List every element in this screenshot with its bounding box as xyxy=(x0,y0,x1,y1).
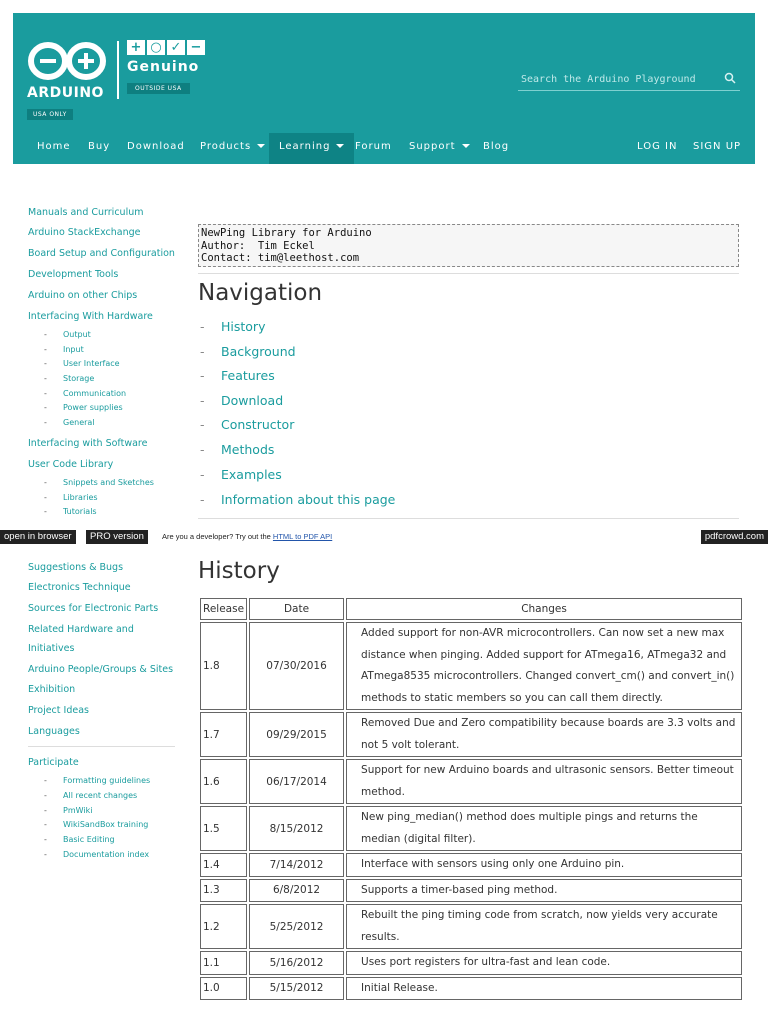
toc-features[interactable] xyxy=(200,368,275,383)
toc-label: Examples xyxy=(221,467,282,482)
code-line: Author: Tim Eckel xyxy=(201,239,315,252)
genuino-logo[interactable] xyxy=(127,40,217,94)
toc-information[interactable] xyxy=(200,492,395,507)
toc-download[interactable] xyxy=(200,393,283,408)
arduino-logo[interactable] xyxy=(27,39,109,120)
sidebar-sub-user-interface[interactable] xyxy=(44,359,120,368)
date-cell: 7/14/2012 xyxy=(249,853,344,877)
date-cell: 8/15/2012 xyxy=(249,806,344,851)
sidebar-sub-input[interactable] xyxy=(44,345,84,354)
date-cell: 09/29/2015 xyxy=(249,712,344,757)
table-row xyxy=(200,759,742,804)
toc-label: Download xyxy=(221,393,284,408)
sidebar-link-software[interactable]: Interfacing with Software xyxy=(28,438,148,449)
sidebar-link-sources[interactable]: Sources for Electronic Parts xyxy=(28,603,159,614)
sidebar-sub-label: Output xyxy=(63,330,91,339)
sidebar-link-stackexchange[interactable]: Arduino StackExchange xyxy=(28,227,141,238)
changes-cell: Rebuilt the ping timing code from scratch, now yields very accurate results. xyxy=(346,904,742,949)
genuino-check-icon: ✓ xyxy=(167,40,185,55)
list-dash: - xyxy=(44,374,47,383)
sidebar-sub-label: Communication xyxy=(63,389,127,398)
list-dash: - xyxy=(200,344,205,359)
signup-label: SIGN UP xyxy=(693,141,742,152)
sidebar-sub-snippets[interactable] xyxy=(44,478,154,487)
date-cell: 5/15/2012 xyxy=(249,977,344,1001)
table-row xyxy=(200,977,742,1001)
nav-home[interactable] xyxy=(37,133,71,164)
table-row xyxy=(200,853,742,877)
list-dash: - xyxy=(44,493,47,502)
sidebar-sub-storage[interactable] xyxy=(44,374,94,383)
date-cell: 06/17/2014 xyxy=(249,759,344,804)
nav-products[interactable] xyxy=(200,133,265,164)
pdfcrowd-promo xyxy=(162,532,332,541)
search-input[interactable] xyxy=(518,69,718,91)
sidebar-sub-basic-editing[interactable] xyxy=(44,835,115,844)
toc-constructor[interactable] xyxy=(200,417,294,432)
sidebar-link-dev-tools[interactable]: Development Tools xyxy=(28,269,119,280)
promo-text: Are you a developer? Try out the xyxy=(162,532,271,541)
list-dash: - xyxy=(200,492,205,507)
sidebar-link-languages[interactable]: Languages xyxy=(28,726,80,737)
column-header-date: Date xyxy=(249,598,344,620)
toc-examples[interactable] xyxy=(200,467,282,482)
divider xyxy=(198,273,739,274)
toc-label: Constructor xyxy=(221,417,295,432)
sidebar-sub-formatting[interactable] xyxy=(44,776,150,785)
changes-cell: Interface with sensors using only one Arduino pin. xyxy=(346,853,742,877)
arduino-wordmark: ARDUINO xyxy=(27,85,104,101)
sidebar-link-initiatives[interactable]: Initiatives xyxy=(28,643,75,654)
column-header-release: Release xyxy=(200,598,247,620)
code-line: NewPing Library for Arduino xyxy=(201,227,372,239)
sidebar-link-user-code[interactable]: User Code Library xyxy=(28,459,114,470)
nav-home-label: Home xyxy=(37,141,71,152)
changes-cell: Added support for non-AVR microcontrollers. Can now set a new max distance when pinging. Added support for ATmega16, ATmega32 and ATmega8535 microcontrollers. Changed convert_cm() and convert_in() methods to static members so you can call them directly. xyxy=(346,622,742,710)
logo-divider xyxy=(117,41,119,99)
list-dash: - xyxy=(44,345,47,354)
changes-cell: Uses port registers for ultra-fast and lean code. xyxy=(346,951,742,975)
changes-cell: Initial Release. xyxy=(346,977,742,1001)
list-dash: - xyxy=(44,850,47,859)
nav-support[interactable] xyxy=(409,133,470,164)
list-dash: - xyxy=(44,330,47,339)
divider xyxy=(198,518,739,519)
table-row xyxy=(200,622,742,710)
column-header-changes: Changes xyxy=(346,598,742,620)
list-dash: - xyxy=(44,418,47,427)
main-nav xyxy=(13,133,755,164)
toc-background[interactable] xyxy=(200,344,296,359)
login-link[interactable] xyxy=(637,133,677,164)
sidebar-sub-label: Power supplies xyxy=(63,403,123,412)
sidebar-link-other-chips[interactable]: Arduino on other Chips xyxy=(28,290,138,301)
sidebar-sub-label: All recent changes xyxy=(63,791,138,800)
sidebar-sub-label: Libraries xyxy=(63,493,98,502)
nav-buy[interactable] xyxy=(88,133,110,164)
sidebar-sub-libraries[interactable] xyxy=(44,493,98,502)
list-dash: - xyxy=(200,319,205,334)
sidebar-sub-communication[interactable] xyxy=(44,389,126,398)
list-dash: - xyxy=(200,417,205,432)
release-cell: 1.4 xyxy=(200,853,247,877)
sidebar-sub-label: Documentation index xyxy=(63,850,150,859)
sidebar-link-hardware[interactable]: Interfacing With Hardware xyxy=(28,311,153,322)
list-dash: - xyxy=(44,403,47,412)
site-header xyxy=(13,13,755,164)
code-line: Contact: tim@leethost.com xyxy=(201,252,360,264)
list-dash: - xyxy=(44,389,47,398)
release-cell: 1.5 xyxy=(200,806,247,851)
html-to-pdf-link[interactable]: HTML to PDF API xyxy=(272,532,333,541)
pro-version-button[interactable]: PRO version xyxy=(86,530,148,544)
list-dash: - xyxy=(44,806,47,815)
sidebar-sub-doc-index[interactable] xyxy=(44,850,149,859)
release-cell: 1.7 xyxy=(200,712,247,757)
toc-label: Information about this page xyxy=(221,492,396,507)
sidebar-link-exhibition[interactable]: Exhibition xyxy=(28,684,76,695)
date-cell: 6/8/2012 xyxy=(249,879,344,903)
sidebar-sub-recent-changes[interactable] xyxy=(44,791,137,800)
table-row xyxy=(200,806,742,851)
sidebar-sub-label: Input xyxy=(63,345,84,354)
sidebar-sub-tutorials[interactable] xyxy=(44,507,97,516)
changes-cell: New ping_median() method does multiple pings and returns the median (digital filter). xyxy=(346,806,742,851)
table-row xyxy=(200,951,742,975)
genuino-wordmark: Genuino xyxy=(127,59,200,75)
toc-label: Methods xyxy=(221,442,275,457)
sidebar-sub-label: Tutorials xyxy=(63,507,97,516)
list-dash: - xyxy=(44,791,47,800)
release-cell: 1.1 xyxy=(200,951,247,975)
sidebar-divider xyxy=(28,746,175,747)
nav-download-label: Download xyxy=(127,141,185,152)
sidebar-sub-label: Formatting guidelines xyxy=(63,776,151,785)
pdfcrowd-banner xyxy=(0,530,768,545)
list-dash: - xyxy=(44,835,47,844)
chevron-down-icon xyxy=(336,144,344,148)
sidebar-sub-sandbox[interactable] xyxy=(44,820,148,829)
toc-label: Background xyxy=(221,344,296,359)
changes-cell: Removed Due and Zero compatibility because boards are 3.3 volts and not 5 volt tolerant. xyxy=(346,712,742,757)
arduino-region-badge: USA ONLY xyxy=(27,109,73,120)
sidebar-sub-label: Basic Editing xyxy=(63,835,115,844)
sidebar-link-project-ideas[interactable]: Project Ideas xyxy=(28,705,89,716)
signup-link[interactable] xyxy=(693,133,741,164)
sidebar-sub-output[interactable] xyxy=(44,330,91,339)
toc-methods[interactable] xyxy=(200,442,274,457)
nav-products-label: Products xyxy=(200,141,252,152)
release-cell: 1.0 xyxy=(200,977,247,1001)
nav-forum[interactable] xyxy=(355,133,392,164)
sidebar-sub-label: General xyxy=(63,418,95,427)
table-row xyxy=(200,879,742,903)
genuino-circle-icon: ○ xyxy=(147,40,165,55)
sidebar-link-participate[interactable]: Participate xyxy=(28,757,79,768)
toc-label: Features xyxy=(221,368,275,383)
sidebar-sub-label: Snippets and Sketches xyxy=(63,478,154,487)
nav-blog[interactable] xyxy=(483,133,509,164)
list-dash: - xyxy=(44,478,47,487)
history-table xyxy=(198,596,744,1002)
list-dash: - xyxy=(200,368,205,383)
toc-history[interactable] xyxy=(200,319,265,334)
open-in-browser-button[interactable]: open in browser xyxy=(0,530,76,544)
nav-download[interactable] xyxy=(127,133,185,164)
sidebar-link-manuals[interactable]: Manuals and Curriculum xyxy=(28,207,144,218)
search-box xyxy=(518,67,740,91)
nav-blog-label: Blog xyxy=(483,141,510,152)
sidebar-sub-label: User Interface xyxy=(63,359,120,368)
history-heading: History xyxy=(198,558,280,584)
chevron-down-icon xyxy=(257,144,265,148)
search-icon[interactable] xyxy=(724,72,736,84)
nav-learning[interactable] xyxy=(269,133,354,164)
login-label: LOG IN xyxy=(637,141,678,152)
library-info-code xyxy=(198,224,739,267)
genuino-region-badge: OUTSIDE USA xyxy=(127,83,190,94)
date-cell: 07/30/2016 xyxy=(249,622,344,710)
list-dash: - xyxy=(200,442,205,457)
navigation-heading: Navigation xyxy=(198,280,323,306)
list-dash: - xyxy=(200,467,205,482)
date-cell: 5/16/2012 xyxy=(249,951,344,975)
pdfcrowd-brand-button[interactable]: pdfcrowd.com xyxy=(701,530,768,544)
sidebar-link-suggestions[interactable]: Suggestions & Bugs xyxy=(28,562,124,573)
table-row xyxy=(200,904,742,949)
changes-cell: Supports a timer-based ping method. xyxy=(346,879,742,903)
genuino-minus-icon: − xyxy=(187,40,205,55)
sidebar-sub-power[interactable] xyxy=(44,403,123,412)
list-dash: - xyxy=(200,393,205,408)
sidebar-sub-general[interactable] xyxy=(44,418,95,427)
arduino-infinity-icon xyxy=(27,39,107,83)
sidebar-sub-label: WikiSandBox training xyxy=(63,820,149,829)
release-cell: 1.3 xyxy=(200,879,247,903)
sidebar-sub-label: Storage xyxy=(63,374,95,383)
sidebar-link-people[interactable]: Arduino People/Groups & Sites xyxy=(28,664,174,675)
table-row xyxy=(200,712,742,757)
nav-buy-label: Buy xyxy=(88,141,111,152)
list-dash: - xyxy=(44,776,47,785)
nav-learning-label: Learning xyxy=(279,141,331,152)
sidebar-link-board-setup[interactable]: Board Setup and Configuration xyxy=(28,248,175,259)
list-dash: - xyxy=(44,359,47,368)
sidebar-sub-label: PmWiki xyxy=(63,806,93,815)
genuino-plus-icon: + xyxy=(127,40,145,55)
chevron-down-icon xyxy=(462,144,470,148)
sidebar-sub-pmwiki[interactable] xyxy=(44,806,92,815)
nav-support-label: Support xyxy=(409,141,456,152)
nav-forum-label: Forum xyxy=(355,141,392,152)
table-header-row xyxy=(200,598,742,620)
toc-label: History xyxy=(221,319,266,334)
genuino-symbols xyxy=(127,40,217,55)
date-cell: 5/25/2012 xyxy=(249,904,344,949)
release-cell: 1.6 xyxy=(200,759,247,804)
changes-cell: Support for new Arduino boards and ultrasonic sensors. Better timeout method. xyxy=(346,759,742,804)
list-dash: - xyxy=(44,507,47,516)
list-dash: - xyxy=(44,820,47,829)
release-cell: 1.2 xyxy=(200,904,247,949)
sidebar-link-related-hardware[interactable]: Related Hardware and xyxy=(28,624,134,635)
release-cell: 1.8 xyxy=(200,622,247,710)
sidebar-link-electronics[interactable]: Electronics Technique xyxy=(28,582,131,593)
